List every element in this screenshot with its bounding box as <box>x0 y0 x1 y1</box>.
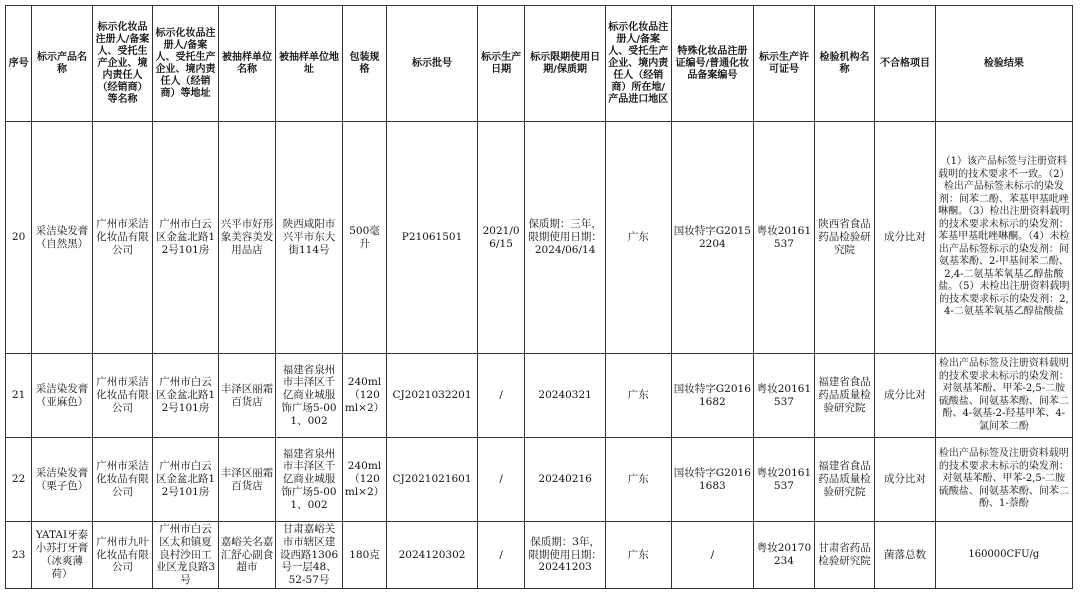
table-cell: 21 <box>6 354 32 438</box>
table-cell: / <box>477 522 524 589</box>
table-cell: 成分比对 <box>875 122 936 354</box>
header-row <box>6 6 1073 122</box>
table-cell: 菌落总数 <box>875 522 936 589</box>
header-cell: 序号 <box>6 6 32 122</box>
table-cell: 广州市采洁化妆品有限公司 <box>92 354 153 438</box>
table-cell: 粤妆20161537 <box>754 438 815 522</box>
table-cell: 广州市白云区金盆北路12号101房 <box>153 438 219 522</box>
table-cell: 采洁染发膏（亚麻色） <box>32 354 93 438</box>
table-cell: 广东 <box>605 438 671 522</box>
table-cell: 180克 <box>342 522 386 589</box>
table-cell: 广州市采洁化妆品有限公司 <box>92 438 153 522</box>
table-cell: 23 <box>6 522 32 589</box>
table-row <box>6 354 1073 438</box>
table-cell: 甘肃省药品检验研究院 <box>814 522 875 589</box>
table-cell: 采洁染发膏（自然黑） <box>32 122 93 354</box>
table-cell: 500毫升 <box>342 122 386 354</box>
table-cell: 20 <box>6 122 32 354</box>
table-cell: 丰泽区丽霜百货店 <box>218 438 275 522</box>
table-cell: 2021/06/15 <box>477 122 524 354</box>
table-cell: 国妆特字G20152204 <box>671 122 754 354</box>
table-cell: 福建省食品药品质量检验研究院 <box>814 438 875 522</box>
header-cell: 标示生产日期 <box>477 6 524 122</box>
table-cell: 2024120302 <box>387 522 478 589</box>
result-cell: （1）该产品标签与注册资料载明的技术要求不一致。（2）检出产品标签未标示的染发剂：间苯二酚、苯基甲基吡唑啉酮。（3）检出注册资料载明的技术要求未标示的染发剂：苯基甲基吡唑啉酮。（4）未检出产品标签标示的染发剂：间氨基苯酚、2-甲基间苯二酚、2,4-二氨基苯氧基乙醇盐酸盐。（5）未检出注册资料载明的技术要求标示的染发剂：2,4-二氨基苯氧基乙醇盐酸盐 <box>935 122 1072 354</box>
table-cell: YATAI牙泰小苏打牙膏（冰爽薄荷） <box>32 522 93 589</box>
table-cell: 广州市九叶化妆品有限公司 <box>92 522 153 589</box>
table-cell: 240ml（120ml×2） <box>342 438 386 522</box>
table-cell: 广州市白云区金盆北路12号101房 <box>153 354 219 438</box>
table-cell: P21061501 <box>387 122 478 354</box>
table-cell: 广州市采洁化妆品有限公司 <box>92 122 153 354</box>
header-cell: 检验机构名称 <box>814 6 875 122</box>
table-cell: 丰泽区丽霜百货店 <box>218 354 275 438</box>
header-cell: 检验结果 <box>935 6 1072 122</box>
table-cell: 广东 <box>605 522 671 589</box>
header-cell: 标示化妆品注册人/备案人、受托生产企业、境内责任人（经销商）等地址 <box>153 6 219 122</box>
header-cell: 特殊化妆品注册证编号/普通化妆品备案编号 <box>671 6 754 122</box>
header-cell: 被抽样单位地址 <box>276 6 343 122</box>
table-cell: CJ2021021601 <box>387 438 478 522</box>
table-row <box>6 122 1073 354</box>
table-cell: CJ2021032201 <box>387 354 478 438</box>
header-cell: 标示产品名称 <box>32 6 93 122</box>
table-cell: 甘肃嘉峪关市市辖区建设西路1306号一层48、52-57号 <box>276 522 343 589</box>
table-row <box>6 522 1073 589</box>
table-cell: 广州市白云区金盆北路12号101房 <box>153 122 219 354</box>
table-cell: / <box>477 438 524 522</box>
header-cell: 标示批号 <box>387 6 478 122</box>
table-cell: 240ml（120ml×2） <box>342 354 386 438</box>
table-cell: 福建省泉州市丰泽区千亿商业城服饰广场5-001、002 <box>276 438 343 522</box>
table-cell: 粤妆20170234 <box>754 522 815 589</box>
table-cell: 福建省食品药品质量检验研究院 <box>814 354 875 438</box>
table-cell: 20240216 <box>525 438 606 522</box>
header-cell: 被抽样单位名称 <box>218 6 275 122</box>
table-cell: 兴平市好形象美容美发用品店 <box>218 122 275 354</box>
table-cell: / <box>671 522 754 589</box>
table-cell: 福建省泉州市丰泽区千亿商业城服饰广场5-001、002 <box>276 354 343 438</box>
sampling-results-table <box>5 5 1073 589</box>
table-cell: 国妆特字G20161683 <box>671 438 754 522</box>
table-cell: 保质期：3年，限期使用日期：20241203 <box>525 522 606 589</box>
table-cell: 广东 <box>605 122 671 354</box>
result-cell: 检出产品标签及注册资料载明的技术要求未标示的染发剂：对氨基苯酚、甲苯-2,5-二胺硫酸盐、间氨基苯酚、间苯二酚、4-氨基-2-羟基甲苯、4-氯间苯二酚 <box>935 354 1072 438</box>
table-cell: 陕西咸阳市兴平市东大街114号 <box>276 122 343 354</box>
table-cell: 采洁染发膏（栗子色） <box>32 438 93 522</box>
header-cell: 标示限期使用日期/保质期 <box>525 6 606 122</box>
table-cell: 22 <box>6 438 32 522</box>
table-cell: 国妆特字G20161682 <box>671 354 754 438</box>
result-cell: 160000CFU/g <box>935 522 1072 589</box>
table-cell: 粤妆20161537 <box>754 354 815 438</box>
table-cell: 嘉峪关名嘉汇舒心副食超市 <box>218 522 275 589</box>
table-cell: / <box>477 354 524 438</box>
table-cell: 成分比对 <box>875 354 936 438</box>
header-cell: 标示化妆品注册人/备案人、受托生产企业、境内责任人（经销商）所在地/产品进口地区 <box>605 6 671 122</box>
table-row <box>6 438 1073 522</box>
result-cell: 检出产品标签及注册资料载明的技术要求未标示的染发剂：对氨基苯酚、甲苯-2,5-二胺硫酸盐、间氨基苯酚、间苯二酚、1-萘酚 <box>935 438 1072 522</box>
table-cell: 保质期：三年，限期使用日期：2024/06/14 <box>525 122 606 354</box>
table-cell: 广东 <box>605 354 671 438</box>
table-cell: 成分比对 <box>875 438 936 522</box>
header-cell: 标示化妆品注册人/备案人、受托生产企业、境内责任人（经销商）等名称 <box>92 6 153 122</box>
table-cell: 20240321 <box>525 354 606 438</box>
header-cell: 不合格项目 <box>875 6 936 122</box>
table-cell: 粤妆20161537 <box>754 122 815 354</box>
header-cell: 标示生产许可证号 <box>754 6 815 122</box>
header-cell: 包装规格 <box>342 6 386 122</box>
table-cell: 广州市白云区太和镇夏良村沙田工业区龙良路3号 <box>153 522 219 589</box>
table-cell: 陕西省食品药品检验研究院 <box>814 122 875 354</box>
